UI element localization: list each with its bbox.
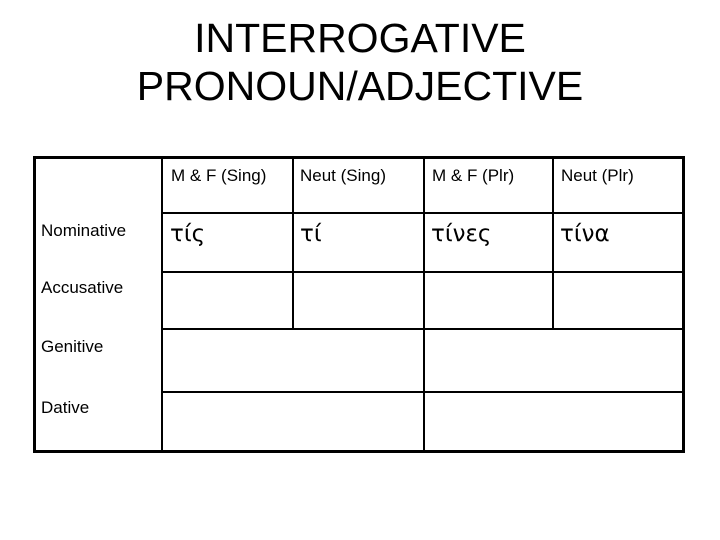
nominative-neut-sing: τί	[300, 221, 322, 247]
table-border-top	[33, 156, 685, 159]
column-divider-4	[552, 156, 554, 329]
row-label-accusative: Accusative	[41, 278, 124, 297]
title-line-2: PRONOUN/ADJECTIVE	[136, 63, 584, 109]
table-border-right	[682, 156, 685, 453]
table-border-left	[33, 156, 36, 453]
header-neut-sing: Neut (Sing)	[300, 166, 386, 185]
title-line-1: INTERROGATIVE	[194, 15, 526, 61]
row-label-nominative: Nominative	[41, 221, 127, 240]
row-label-dative: Dative	[41, 398, 90, 417]
table-border-bottom	[33, 450, 685, 453]
nominative-m-f-plr: τίνες	[431, 221, 492, 247]
header-m-f-plr: M & F (Plr)	[432, 166, 515, 185]
nominative-m-f-sing: τίς	[170, 221, 206, 247]
header-neut-plr: Neut (Plr)	[561, 166, 634, 185]
column-divider-2	[292, 156, 294, 329]
row-label-genitive: Genitive	[41, 337, 104, 356]
column-divider-1	[161, 156, 163, 453]
nominative-neut-plr: τίνα	[560, 221, 610, 247]
header-m-f-sing: M & F (Sing)	[171, 166, 267, 185]
column-divider-3	[423, 156, 425, 453]
